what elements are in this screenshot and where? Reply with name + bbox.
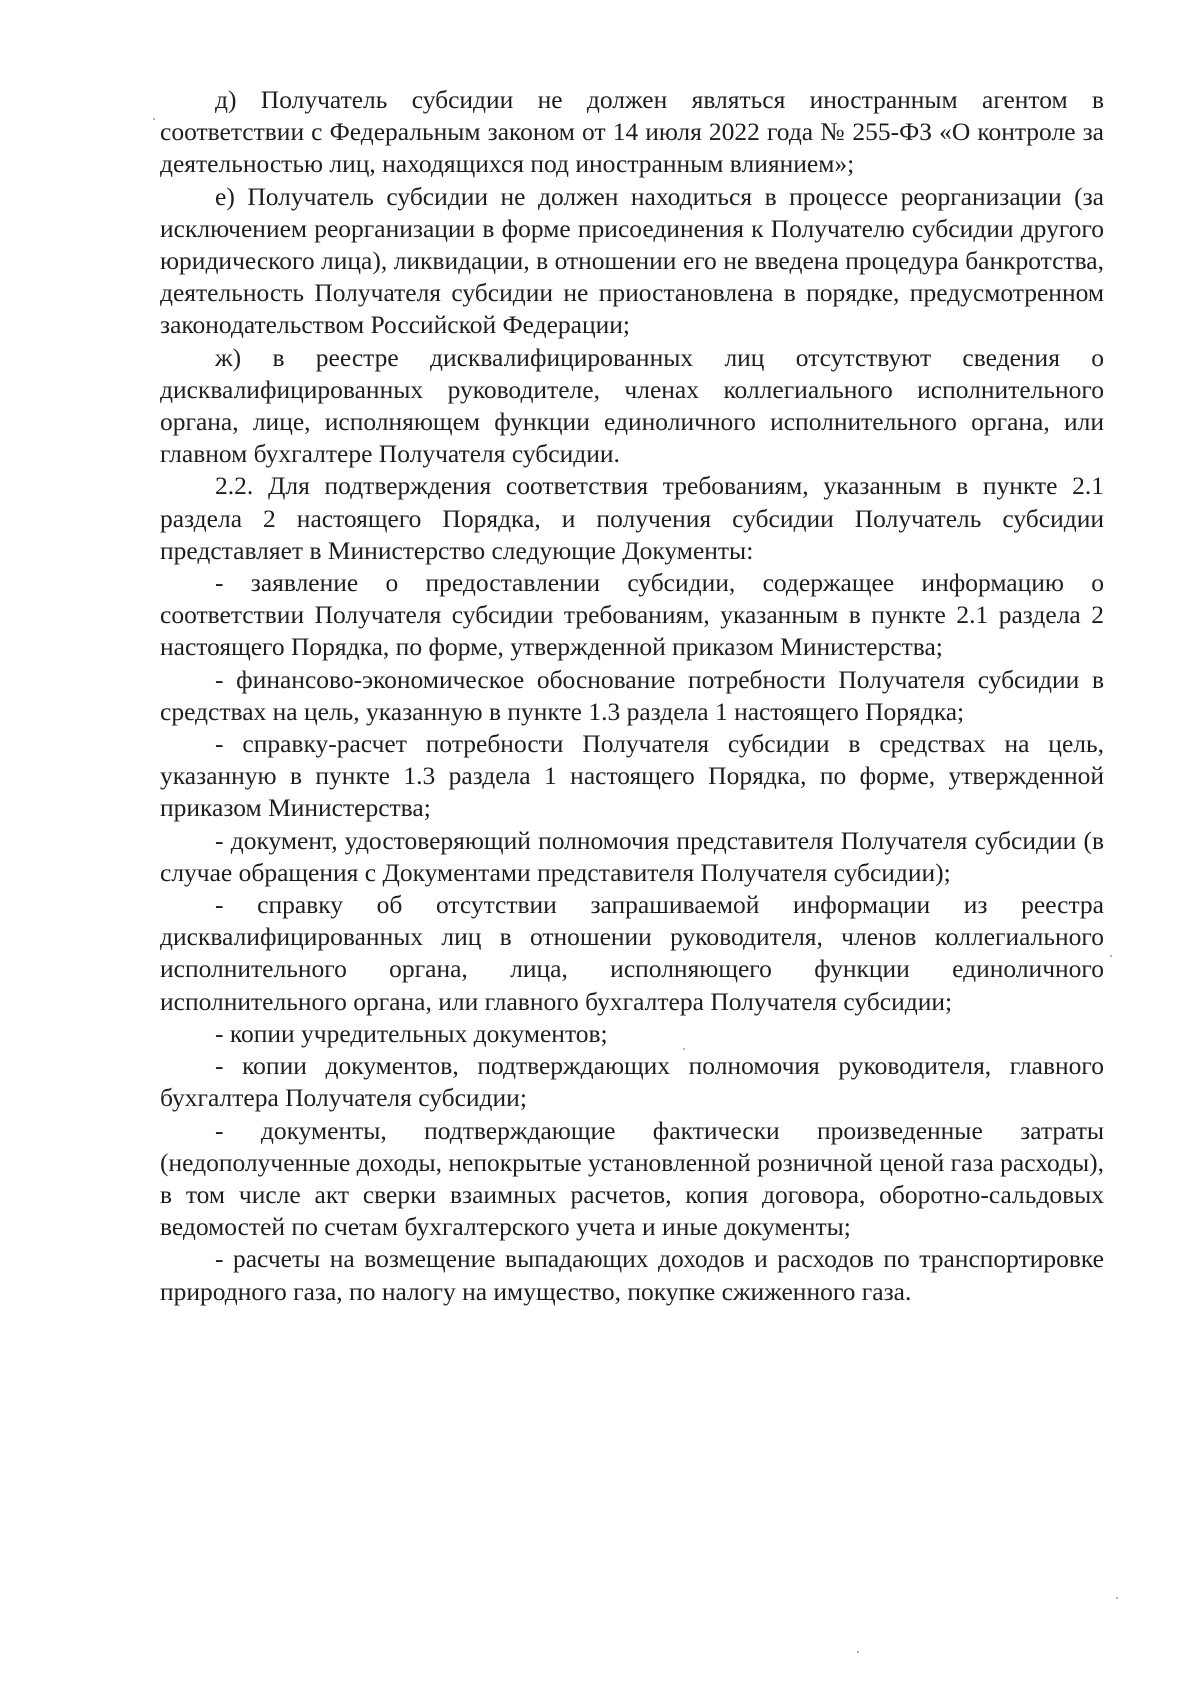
paragraph-d-foreign-agent: д) Получатель субсидии не должен являться иностранным агентом в соответствии с Федеральным законом от 14 июля 2022 года № 255-ФЗ «О контроле за деятельностью лиц, находящихся под иностранным влиянием»; — [160, 85, 1104, 179]
list-item-application: - заявление о предоставлении субсидии, содержащее информацию о соответствии Получателя субсидии требованиям, указанным в пункте 2.1 раздела 2 настоящего Порядка, по форме, утвержденной приказом Министерства; — [160, 568, 1104, 662]
paragraph-zh-disqualified-register: ж) в реестре дисквалифицированных лиц отсутствуют сведения о дисквалифицированных руководителе, членах коллегиального исполнительного органа, лице, исполняющем функции единоличного исполнительного органа, или главном бухгалтере Получателя субсидии. — [160, 342, 1104, 469]
list-item-expense-documents: - документы, подтверждающие фактически произведенные затраты (недополученные доходы, непокрытые установленной розничной ценой газа расходы), в том числе акт сверки взаимных расчетов, копия договора, оборотно-сальдовых ведомостей по счетам бухгалтерского учета и иные документы; — [160, 1115, 1104, 1242]
list-item-register-certificate: - справку об отсутствии запрашиваемой информации из реестра дисквалифицированных лиц в отношении руководителя, членов коллегиального исполнительного органа, лица, исполняющего функции единоличного исполнительного органа, или главного бухгалтера Получателя субсидии; — [160, 890, 1104, 1016]
list-item-financial-justification: - финансово-экономическое обоснование потребности Получателя субсидии в средствах на цель, указанную в пункте 1.3 раздела 1 настоящего Порядка; — [160, 664, 1104, 726]
scan-speck — [857, 1651, 859, 1653]
scan-speck — [1116, 1597, 1118, 1599]
paragraph-e-reorganization: е) Получатель субсидии не должен находиться в процессе реорганизации (за исключением реорганизации в форме присоединения к Получателю субсидии другого юридического лица), ликвидации, в отношении его не введена процедура банкротства, деятельность Получателя субсидии не приостановлена в порядке, предусмотренном законодательством Российской Федерации; — [160, 181, 1104, 340]
list-item-calculation-certificate: - справку-расчет потребности Получателя субсидии в средствах на цель, указанную в пункте 1.3 раздела 1 настоящего Порядка, по форме, утвержденной приказом Министерства; — [160, 729, 1104, 823]
paragraph-2-2-documents: 2.2. Для подтверждения соответствия требованиям, указанным в пункте 2.1 раздела 2 настоящего Порядка, и получения субсидии Получатель субсидии представляет в Министерство следующие Документы: — [160, 471, 1104, 565]
list-item-authority-document: - документ, удостоверяющий полномочия представителя Получателя субсидии (в случае обращения с Документами представителя Получателя субсидии); — [160, 825, 1104, 887]
scan-speck — [153, 118, 155, 120]
list-item-compensation-calculations: - расчеты на возмещение выпадающих доходов и расходов по транспортировке природного газа, по налогу на имущество, покупке сжиженного газа. — [160, 1244, 1104, 1306]
scan-speck — [1110, 955, 1112, 957]
scan-speck — [683, 1048, 685, 1050]
list-item-founding-documents: - копии учредительных документов; — [215, 1018, 608, 1048]
list-item-management-authority: - копии документов, подтверждающих полномочия руководителя, главного бухгалтера Получателя субсидии; — [160, 1051, 1104, 1113]
document-page — [160, 84, 1104, 1308]
